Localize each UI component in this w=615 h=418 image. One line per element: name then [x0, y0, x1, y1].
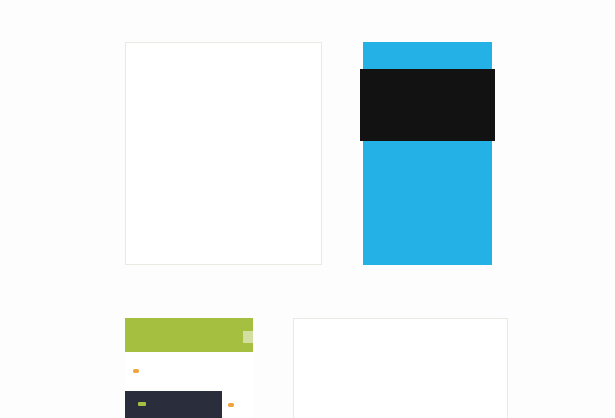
tomorrow-event-row-partial [228, 403, 244, 407]
functionality-card [293, 318, 508, 418]
detail-card [125, 42, 322, 265]
event-time-badge [228, 403, 234, 407]
calendar-mockup [363, 42, 492, 265]
travel-time-card [125, 391, 222, 418]
calendar-weeks-bottom [363, 141, 492, 148]
tomorrow-event-row [125, 352, 253, 373]
event-time-badge [133, 369, 139, 373]
tomorrow-header [125, 318, 253, 352]
travel-time-row [125, 391, 222, 406]
travel-duration-badge [138, 402, 146, 406]
calendar-event-strips [360, 69, 495, 141]
tomorrow-header-handle [243, 331, 253, 343]
